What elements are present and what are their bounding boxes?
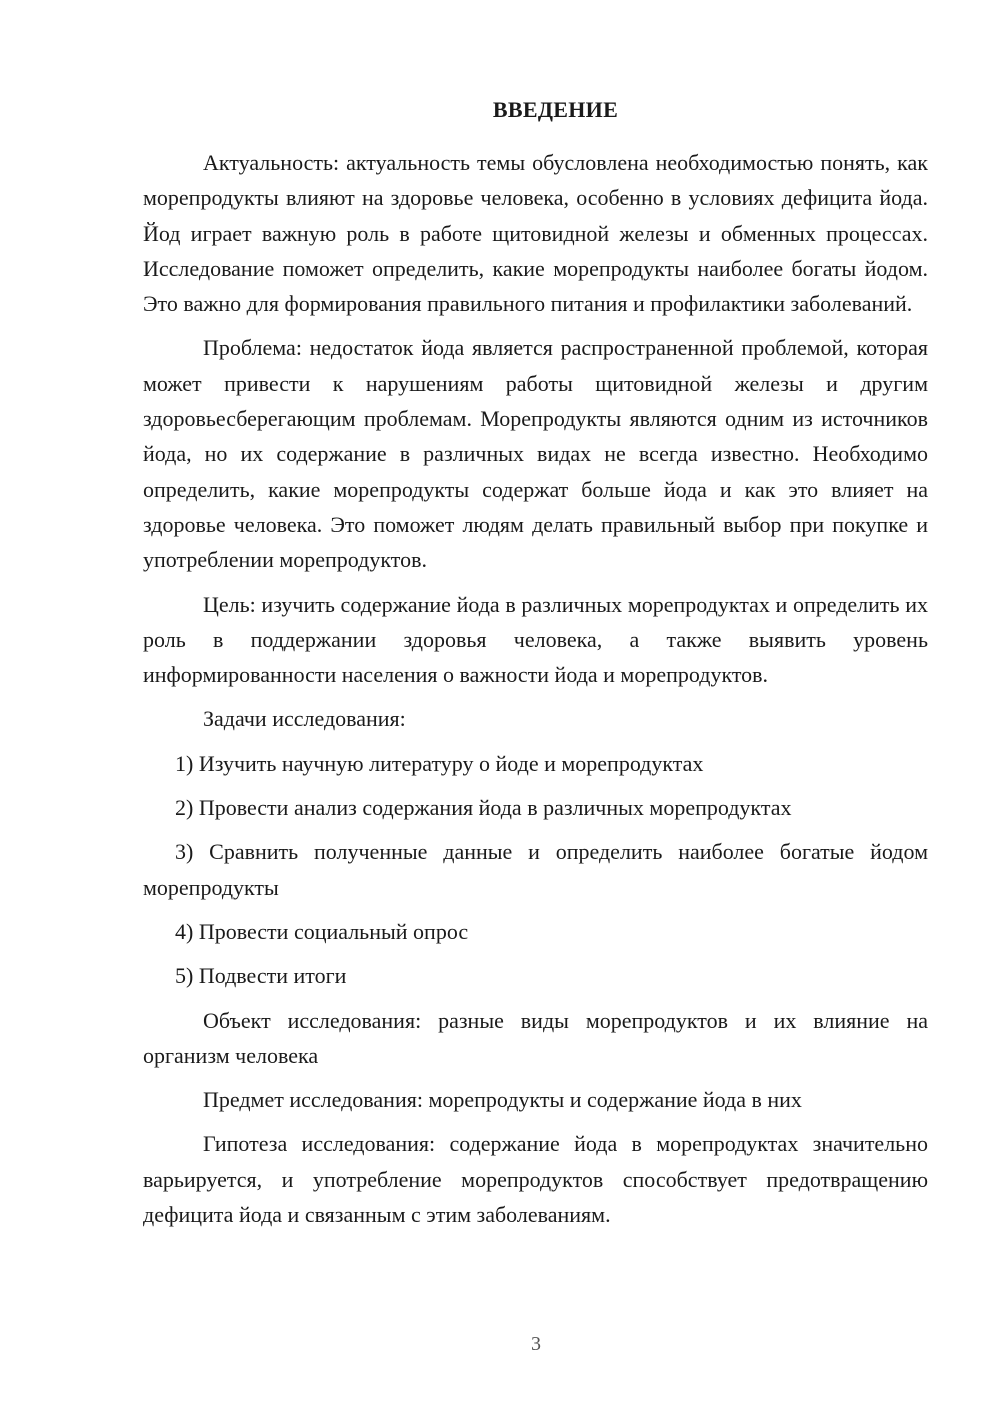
task-item-5: 5) Подвести итоги [175,963,347,989]
task-item-3: 3) Сравнить полученные данные и определить наиболее богатые йодом морепродукты [143,839,928,900]
tasks-heading: Задачи исследования: [203,706,406,732]
goal-paragraph: Цель: изучить содержание йода в различных морепродуктах и определить их роль в поддержании здоровья человека, а также выявить уровень информированности населения о важности йода и морепродуктов. [143,591,928,688]
task-item-4: 4) Провести социальный опрос [175,918,469,944]
page-content [143,95,928,1232]
task-item-2: 2) Провести анализ содержания йода в различных морепродуктах [175,795,792,821]
subject-paragraph: Предмет исследования: морепродукты и содержание йода в них [203,1087,802,1113]
page-title: ВВЕДЕНИЕ [492,97,619,122]
hypothesis-paragraph: Гипотеза исследования: содержание йода в морепродуктах значительно варьируется, и употребление морепродуктов способствует предотвращению дефицита йода и связанным с этим заболеваниям. [143,1131,928,1228]
page-number: 3 [531,1333,541,1355]
problem-paragraph: Проблема: недостаток йода является распространенной проблемой, которая может привести к нарушениям работы щитовидной железы и другим здоровьесберегающим проблемам. Морепродукты являются одним из источников йода, но их содержание в различных видах не всегда известно. Необходимо определить, какие морепродукты содержат больше йода и как это влияет на здоровье человека. Это поможет людям делать правильный выбор при покупке и употреблении морепродуктов. [143,335,928,573]
object-paragraph: Объект исследования: разные виды морепродуктов и их влияние на организм человека [143,1007,928,1068]
relevance-paragraph: Актуальность: актуальность темы обусловлена необходимостью понять, как морепродукты влияют на здоровье человека, особенно в условиях дефицита йода. Йод играет важную роль в работе щитовидной железы и обменных процессах. Исследование поможет определить, какие морепродукты наиболее богаты йодом. Это важно для формирования правильного питания и профилактики заболеваний. [143,150,928,317]
task-item-1: 1) Изучить научную литературу о йоде и морепродуктах [175,750,704,776]
